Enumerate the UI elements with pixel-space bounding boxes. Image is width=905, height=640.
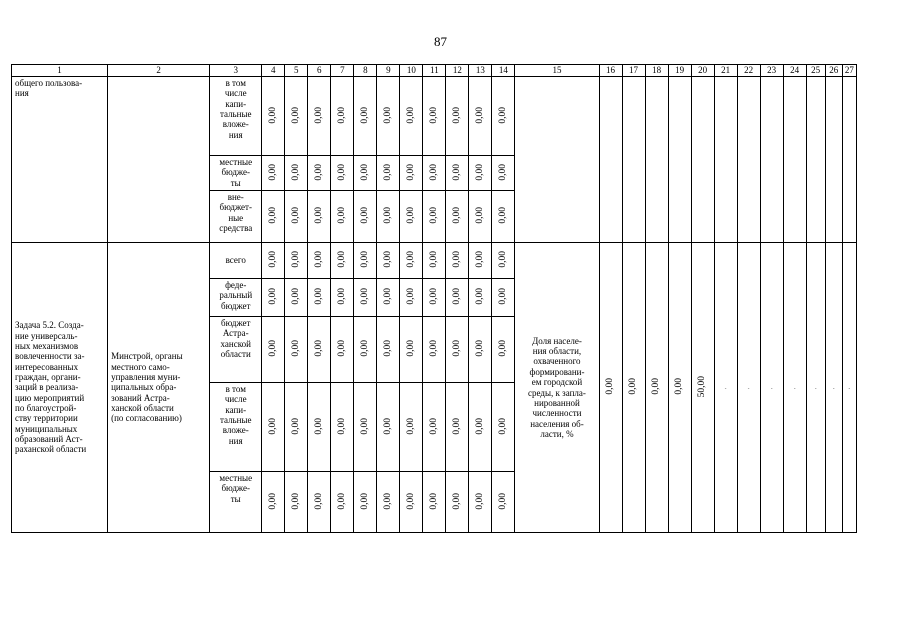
funding-value	[469, 317, 492, 383]
funding-value	[285, 383, 308, 472]
funding-source-text: феде- ральный бюджет	[219, 280, 253, 311]
funding-value	[377, 472, 400, 533]
task-cell	[12, 243, 108, 533]
value-text: 0,00	[359, 288, 370, 305]
funding-value	[308, 156, 331, 191]
indicator-cell	[515, 243, 599, 533]
funding-value	[377, 77, 400, 156]
value-text: 0,00	[336, 207, 347, 224]
value-text: 0,00	[359, 207, 370, 224]
page-number: 87	[434, 34, 447, 49]
funding-source-label	[210, 279, 262, 317]
value-text: 0,00	[267, 492, 278, 510]
indicator-value-empty	[737, 77, 760, 243]
value-text: 0,00	[267, 340, 278, 357]
funding-value	[446, 243, 469, 279]
column-number-10: 10	[400, 65, 423, 77]
value-text: 0,00	[428, 492, 439, 510]
indicator-text: Доля населе- ния области, охваченного формировани- ем городской среды, к запла- нированной численности населения об- ласти, %	[528, 335, 586, 439]
column-number-12: 12	[446, 65, 469, 77]
funding-value	[285, 279, 308, 317]
value-text: 0,00	[405, 492, 416, 510]
value-text: 0,00	[405, 163, 416, 181]
funding-value	[377, 383, 400, 472]
funding-value	[377, 191, 400, 243]
indicator-value	[760, 243, 783, 533]
funding-value	[308, 383, 331, 472]
funding-value	[285, 317, 308, 383]
indicator-value-text: -	[848, 387, 851, 393]
funding-value	[469, 383, 492, 472]
value-text: 0,00	[405, 251, 416, 268]
funding-value	[400, 77, 423, 156]
value-text: 0,00	[497, 106, 508, 124]
indicator-value	[842, 243, 856, 533]
funding-value	[469, 191, 492, 243]
value-text: 0,00	[451, 106, 462, 124]
funding-value	[354, 472, 377, 533]
column-number-18: 18	[645, 65, 668, 77]
value-text: 0,00	[451, 288, 462, 305]
table-row	[12, 243, 857, 279]
table-row	[12, 77, 857, 156]
funding-value	[446, 317, 469, 383]
value-text: 0,00	[336, 340, 347, 357]
value-text: 0,00	[474, 288, 485, 305]
funding-value	[285, 472, 308, 533]
value-text: 0,00	[451, 163, 462, 181]
funding-value	[262, 279, 285, 317]
funding-value	[308, 191, 331, 243]
funding-value	[354, 383, 377, 472]
funding-value	[423, 77, 446, 156]
value-text: 0,00	[382, 207, 393, 224]
value-text: 0,00	[428, 251, 439, 268]
funding-value	[262, 383, 285, 472]
indicator-value-empty	[760, 77, 783, 243]
value-text: 0,00	[497, 340, 508, 357]
value-text: 0,00	[497, 163, 508, 181]
funding-value	[308, 472, 331, 533]
funding-value	[354, 317, 377, 383]
funding-value	[377, 317, 400, 383]
funding-value	[446, 383, 469, 472]
funding-value	[308, 279, 331, 317]
column-number-22: 22	[737, 65, 760, 77]
funding-value	[262, 317, 285, 383]
value-text: 0,00	[313, 163, 324, 181]
funding-value	[492, 383, 515, 472]
value-text: 0,00	[474, 251, 485, 268]
funding-source-label	[210, 77, 262, 156]
funding-value	[400, 472, 423, 533]
column-number-27: 27	[842, 65, 856, 77]
funding-value	[446, 279, 469, 317]
funding-value	[423, 243, 446, 279]
indicator-value	[714, 243, 737, 533]
funding-value	[262, 472, 285, 533]
value-text: 0,00	[382, 251, 393, 268]
indicator-value	[825, 243, 842, 533]
funding-value	[308, 77, 331, 156]
funding-source-text: в том числе капи- тальные вложе- ния	[219, 384, 252, 446]
funding-source-label	[210, 472, 262, 533]
value-text: 0,00	[336, 163, 347, 181]
continued-task-cell	[12, 77, 108, 243]
funding-value	[331, 77, 354, 156]
column-number-26: 26	[825, 65, 842, 77]
value-text: 0,00	[313, 207, 324, 224]
indicator-value-empty	[645, 77, 668, 243]
column-number-13: 13	[469, 65, 492, 77]
funding-value	[469, 472, 492, 533]
column-number-9: 9	[377, 65, 400, 77]
value-text: 0,00	[267, 251, 278, 268]
indicator-value-text: 0,00	[628, 378, 639, 395]
funding-value	[469, 279, 492, 317]
column-number-5: 5	[285, 65, 308, 77]
funding-value	[492, 317, 515, 383]
funding-source-text: в том числе капи- тальные вложе- ния	[219, 78, 252, 140]
funding-value	[400, 317, 423, 383]
value-text: 0,00	[267, 288, 278, 305]
funding-value	[354, 156, 377, 191]
value-text: 0,00	[336, 251, 347, 268]
indicator-value-empty	[714, 77, 737, 243]
indicator-value	[691, 243, 714, 533]
value-text: 0,00	[428, 207, 439, 224]
value-text: 0,00	[474, 207, 485, 224]
value-text: 0,00	[382, 340, 393, 357]
funding-value	[492, 243, 515, 279]
value-text: 0,00	[428, 106, 439, 124]
value-text: 0,00	[474, 163, 485, 181]
value-text: 0,00	[313, 340, 324, 357]
value-text: 0,00	[313, 251, 324, 268]
column-number-16: 16	[599, 65, 622, 77]
value-text: 0,00	[497, 492, 508, 510]
funding-value	[492, 77, 515, 156]
task-text: Задача 5.2. Созда- ние универсаль- ных механизмов вовлеченности за- интересованных граждан, органи- заций в реализа- цию мероприятий по благоустрой- ству территории муниципальных образований Аст- раханской области	[15, 320, 87, 455]
funding-value	[446, 77, 469, 156]
value-text: 0,00	[267, 417, 278, 435]
value-text: 0,00	[267, 106, 278, 124]
column-number-14: 14	[492, 65, 515, 77]
funding-value	[285, 191, 308, 243]
funding-source-text: вне- бюджет- ные средства	[219, 192, 253, 234]
value-text: 0,00	[382, 492, 393, 510]
funding-value	[446, 472, 469, 533]
value-text: 0,00	[290, 288, 301, 305]
value-text: 0,00	[290, 207, 301, 224]
funding-source-text: местные бюдже- ты	[219, 473, 253, 504]
funding-value	[285, 77, 308, 156]
funding-value	[262, 243, 285, 279]
funding-source-label	[210, 243, 262, 279]
funding-value	[354, 243, 377, 279]
value-text: 0,00	[359, 492, 370, 510]
value-text: 0,00	[313, 492, 324, 510]
value-text: 0,00	[405, 207, 416, 224]
value-text: 0,00	[336, 492, 347, 510]
funding-value	[469, 77, 492, 156]
funding-value	[446, 191, 469, 243]
column-number-20: 20	[691, 65, 714, 77]
value-text: 0,00	[336, 288, 347, 305]
funding-value	[469, 156, 492, 191]
indicator-value	[599, 243, 622, 533]
value-text: 0,00	[290, 106, 301, 124]
value-text: 0,00	[451, 340, 462, 357]
value-text: 0,00	[267, 163, 278, 181]
value-text: 0,00	[290, 492, 301, 510]
value-text: 0,00	[290, 340, 301, 357]
value-text: 0,00	[290, 163, 301, 181]
value-text: 0,00	[382, 163, 393, 181]
funding-value	[400, 243, 423, 279]
indicator-value	[622, 243, 645, 533]
value-text: 0,00	[313, 106, 324, 124]
funding-value	[400, 383, 423, 472]
indicator-value-text: -	[814, 387, 817, 393]
column-number-19: 19	[668, 65, 691, 77]
value-text: 0,00	[474, 340, 485, 357]
funding-value	[354, 279, 377, 317]
executor-cell-empty	[108, 77, 210, 243]
value-text: 0,00	[474, 417, 485, 435]
indicator-value-empty	[622, 77, 645, 243]
value-text: 0,00	[313, 417, 324, 435]
funding-value	[423, 156, 446, 191]
funding-value	[423, 472, 446, 533]
funding-value	[354, 77, 377, 156]
indicator-value-empty	[599, 77, 622, 243]
funding-value	[331, 156, 354, 191]
column-number-24: 24	[783, 65, 806, 77]
indicator-value-text: 0,00	[605, 378, 616, 395]
funding-source-text: бюджет Астра- ханской области	[220, 318, 251, 360]
value-text: 0,00	[497, 251, 508, 268]
value-text: 0,00	[290, 251, 301, 268]
indicator-value-empty	[825, 77, 842, 243]
funding-source-label	[210, 383, 262, 472]
funding-value	[285, 243, 308, 279]
indicator-value-text: 0,00	[651, 378, 662, 395]
indicator-value	[668, 243, 691, 533]
indicator-value-text: -	[770, 387, 773, 393]
value-text: 0,00	[451, 417, 462, 435]
value-text: 0,00	[474, 106, 485, 124]
funding-value	[469, 243, 492, 279]
column-number-7: 7	[331, 65, 354, 77]
funding-value	[331, 472, 354, 533]
column-number-2: 2	[108, 65, 210, 77]
funding-value	[377, 156, 400, 191]
value-text: 0,00	[359, 417, 370, 435]
funding-value	[285, 156, 308, 191]
value-text: 0,00	[382, 417, 393, 435]
value-text: 0,00	[451, 207, 462, 224]
indicator-value-text: -	[747, 387, 750, 393]
indicator-value	[737, 243, 760, 533]
funding-source-label	[210, 156, 262, 191]
value-text: 0,00	[336, 106, 347, 124]
value-text: 0,00	[474, 492, 485, 510]
funding-value	[308, 317, 331, 383]
indicator-cell-empty	[515, 77, 599, 243]
value-text: 0,00	[428, 288, 439, 305]
value-text: 0,00	[451, 251, 462, 268]
value-text: 0,00	[497, 288, 508, 305]
column-number-6: 6	[308, 65, 331, 77]
column-number-1: 1	[12, 65, 108, 77]
funding-value	[354, 191, 377, 243]
value-text: 0,00	[267, 207, 278, 224]
column-number-25: 25	[806, 65, 825, 77]
funding-value	[331, 317, 354, 383]
program-table	[11, 64, 857, 533]
funding-source-text: местные бюдже- ты	[219, 157, 253, 188]
value-text: 0,00	[382, 288, 393, 305]
funding-source-text: всего	[225, 255, 246, 266]
column-number-15: 15	[515, 65, 599, 77]
funding-value	[423, 383, 446, 472]
continued-task-text: общего пользова- ния	[15, 78, 83, 99]
column-number-4: 4	[262, 65, 285, 77]
funding-value	[423, 191, 446, 243]
indicator-value	[783, 243, 806, 533]
value-text: 0,00	[405, 288, 416, 305]
funding-value	[492, 156, 515, 191]
value-text: 0,00	[336, 417, 347, 435]
column-number-23: 23	[760, 65, 783, 77]
indicator-value-empty	[691, 77, 714, 243]
column-number-11: 11	[423, 65, 446, 77]
indicator-value-empty	[668, 77, 691, 243]
indicator-value-text: 50,00	[697, 375, 708, 398]
column-number-8: 8	[354, 65, 377, 77]
indicator-value-text: -	[832, 387, 835, 393]
funding-value	[423, 279, 446, 317]
indicator-value-empty	[842, 77, 856, 243]
value-text: 0,00	[428, 417, 439, 435]
funding-value	[262, 191, 285, 243]
column-number-row	[12, 65, 857, 77]
funding-value	[400, 156, 423, 191]
funding-value	[400, 279, 423, 317]
funding-value	[331, 279, 354, 317]
indicator-value-text: -	[724, 387, 727, 393]
funding-value	[262, 77, 285, 156]
funding-value	[423, 317, 446, 383]
value-text: 0,00	[382, 106, 393, 124]
funding-source-label	[210, 317, 262, 383]
indicator-value-text: 0,00	[674, 378, 685, 395]
value-text: 0,00	[405, 340, 416, 357]
funding-value	[331, 243, 354, 279]
indicator-value-empty	[783, 77, 806, 243]
column-number-21: 21	[714, 65, 737, 77]
value-text: 0,00	[497, 417, 508, 435]
funding-value	[377, 279, 400, 317]
funding-value	[492, 279, 515, 317]
funding-value	[331, 383, 354, 472]
funding-value	[492, 191, 515, 243]
funding-value	[262, 156, 285, 191]
value-text: 0,00	[313, 288, 324, 305]
value-text: 0,00	[451, 492, 462, 510]
funding-source-label	[210, 191, 262, 243]
funding-value	[446, 156, 469, 191]
value-text: 0,00	[359, 251, 370, 268]
value-text: 0,00	[359, 340, 370, 357]
value-text: 0,00	[428, 163, 439, 181]
value-text: 0,00	[359, 163, 370, 181]
indicator-value-empty	[806, 77, 825, 243]
value-text: 0,00	[428, 340, 439, 357]
column-number-3: 3	[210, 65, 262, 77]
value-text: 0,00	[359, 106, 370, 124]
value-text: 0,00	[290, 417, 301, 435]
value-text: 0,00	[405, 417, 416, 435]
indicator-value	[645, 243, 668, 533]
value-text: 0,00	[405, 106, 416, 124]
executor-text: Минстрой, органы местного само- управления муни- ципальных обра- зований Астра- ханской области (по согласованию)	[111, 351, 183, 424]
indicator-value	[806, 243, 825, 533]
funding-value	[400, 191, 423, 243]
value-text: 0,00	[497, 207, 508, 224]
funding-value	[377, 243, 400, 279]
funding-value	[308, 243, 331, 279]
column-number-17: 17	[622, 65, 645, 77]
funding-value	[331, 191, 354, 243]
executor-cell	[108, 243, 210, 533]
indicator-value-text: -	[793, 387, 796, 393]
funding-value	[492, 472, 515, 533]
